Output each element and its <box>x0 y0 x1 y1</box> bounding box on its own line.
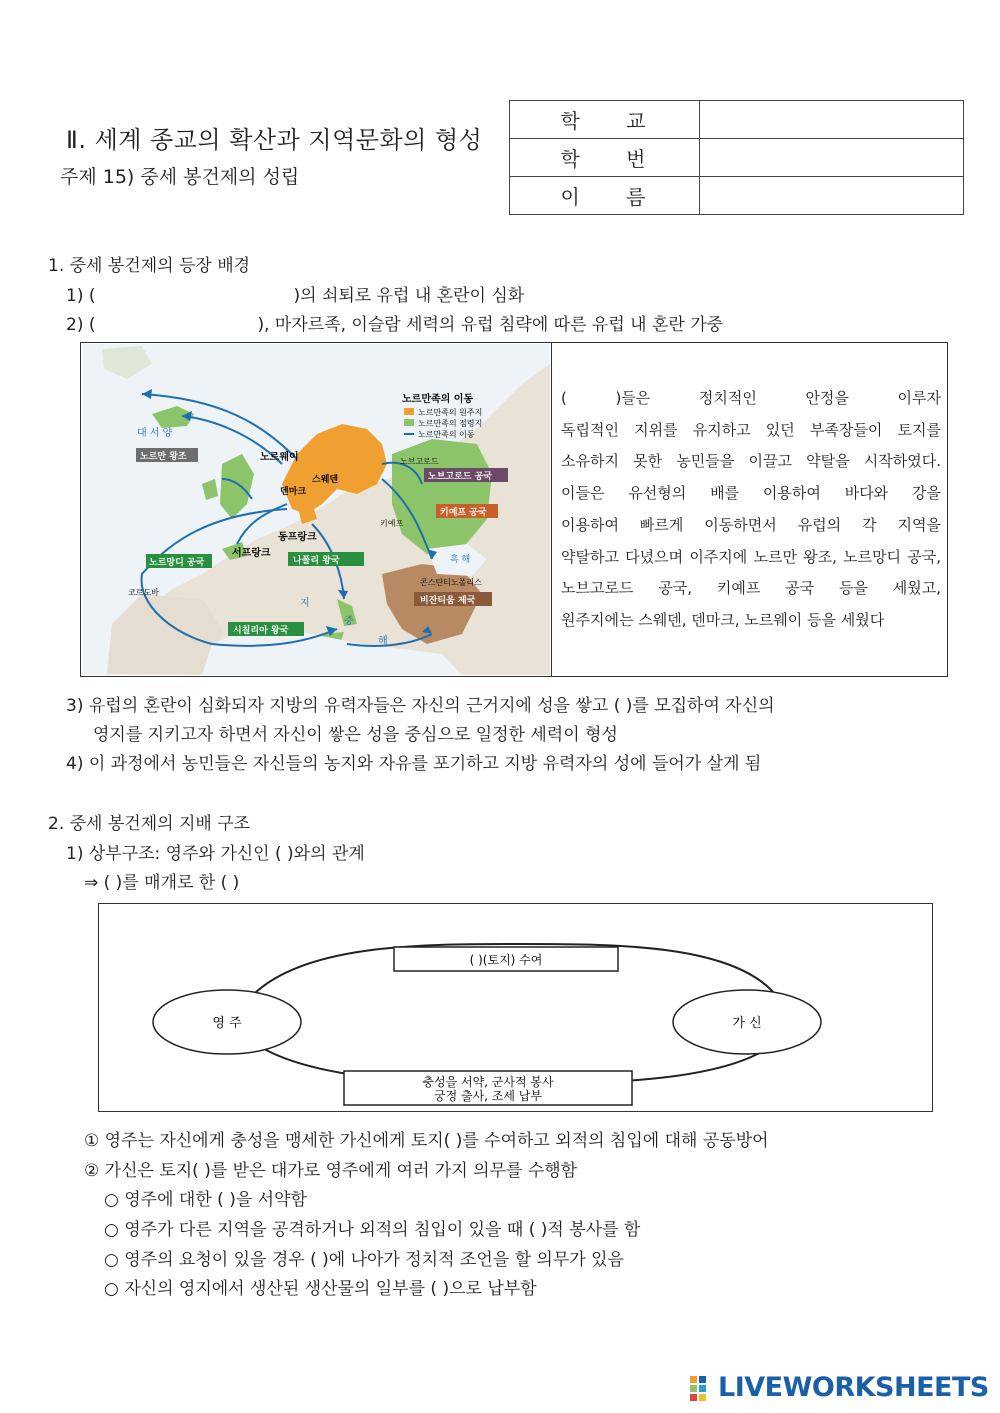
legend-swatch-occupied <box>404 419 414 426</box>
map-label-kiev: 키예프 공국 <box>440 508 487 518</box>
diagram-illustration <box>99 904 932 1111</box>
description-line: 이용하여 빠르게 이동하면서 유럽의 각 지역을 <box>561 515 941 534</box>
map-label-novgorod: 노브고로드 공국 <box>428 472 492 482</box>
diagram-top-box: ( )(토지) 수여 <box>469 953 543 967</box>
norman-description <box>561 383 941 637</box>
info-label: 이 름 <box>510 177 700 215</box>
map-label-atlantic: 대 서 양 <box>137 428 173 439</box>
info-row-school <box>510 101 964 139</box>
info-row-name <box>510 177 964 215</box>
legend-swatch-homeland <box>404 408 414 415</box>
description-line: 소유하지 못한 농민들을 이끌고 약탈을 시작하였다. <box>561 452 941 471</box>
map-label-cordoba: 코르도바 <box>128 588 159 597</box>
section2-item1: 1) 상부구조: 영주와 가신인 ( )와의 관계 <box>66 844 365 864</box>
map-illustration <box>82 344 550 675</box>
student-info-table <box>509 100 964 215</box>
section1-item3-line1: 3) 유럽의 혼란이 심화되자 지방의 유력자들은 자신의 근거지에 성을 쌓고 ( )를 모집하여 자신의 <box>66 696 775 716</box>
section2-point1: ① 영주는 자신에게 충성을 맹세한 가신에게 토지( )를 수여하고 외적의 침입에 대해 공동방어 <box>84 1131 769 1151</box>
page-title: Ⅱ. 세계 종교의 확산과 지역문화의 형성 <box>66 126 483 154</box>
item-text: 1) ( <box>66 286 96 306</box>
item-text: )의 쇠퇴로 유럽 내 혼란이 심화 <box>293 286 525 306</box>
info-row-student-number <box>510 139 964 177</box>
feudal-relationship-diagram <box>98 903 933 1112</box>
map-label-sweden: 스웨덴 <box>312 475 339 485</box>
section2-bullet3: ○ 영주의 요청이 있을 경우 ( )에 나아가 정치적 조언을 할 의무가 있음 <box>104 1250 624 1270</box>
logo-icon <box>690 1374 716 1402</box>
section2-bullet2: ○ 영주가 다른 지역을 공격하거나 외적의 침입이 있을 때 ( )적 봉사를 함 <box>104 1220 641 1240</box>
diagram-bottom-line2: 궁정 출사, 조세 납부 <box>434 1089 542 1103</box>
section1-item4: 4) 이 과정에서 농민들은 자신들의 농지와 자유를 포기하고 지방 유력자의 성에 들어가 살게 됨 <box>66 754 762 774</box>
map-label-sicily: 시칠리아 왕국 <box>233 626 289 636</box>
figure-divider <box>551 343 552 676</box>
map-label-med-1: 지 <box>300 598 310 609</box>
map-label-normandy: 노르망디 공국 <box>149 558 205 568</box>
map-label-norman-kingdom: 노르만 왕조 <box>140 452 187 462</box>
map-label-east-francia: 동프랑크 <box>278 532 317 543</box>
norman-migration-map <box>82 344 550 675</box>
legend-label-homeland: 노르만족의 원주지 <box>418 408 483 417</box>
item-text: ), 마자르족, 이슬람 세력의 유럽 침략에 따른 유럽 내 혼란 가중 <box>257 315 724 335</box>
map-label-black-sea: 흑 해 <box>450 555 471 565</box>
description-line: 노브고로드 공국, 키예프 공국 등을 세웠고, <box>561 579 941 598</box>
legend-label-occupied: 노르만족의 점령지 <box>418 419 483 428</box>
map-label-med-2: 중 <box>344 616 354 627</box>
section2-bullet1: ○ 영주에 대한 ( )을 서약함 <box>104 1190 307 1210</box>
section1-item1 <box>66 281 524 306</box>
description-line: ( )들은 정치적인 안정을 이루자 <box>561 389 941 407</box>
section1-item2 <box>66 310 723 335</box>
map-label-constantinople: 콘스탄티노폴리스 <box>420 578 482 587</box>
description-line: 이들은 유선형의 배를 이용하여 바다와 강을 <box>561 484 941 503</box>
map-label-novgorod-city: 노브고로드 <box>400 457 439 466</box>
map-label-west-francia: 서프랑크 <box>232 548 271 559</box>
section2-item1-arrow: ⇒ ( )를 매개로 한 ( ) <box>84 873 240 893</box>
info-value-field[interactable] <box>700 101 964 139</box>
description-line: 원주지에는 스웨덴, 덴마크, 노르웨이 등을 세웠다 <box>561 610 885 629</box>
section2-bullet4: ○ 자신의 영지에서 생산된 생산물의 일부를 ( )으로 납부함 <box>104 1279 537 1299</box>
map-label-naples: 나폴리 왕국 <box>293 556 340 566</box>
map-label-denmark: 덴마크 <box>280 487 307 497</box>
section2-heading: 2. 중세 봉건제의 지배 구조 <box>48 814 251 834</box>
map-label-kiev-city: 키예프 <box>380 519 404 528</box>
section1-heading: 1. 중세 봉건제의 등장 배경 <box>48 256 251 276</box>
diagram-vassal: 가 신 <box>732 1016 762 1031</box>
item-text: 2) ( <box>66 315 96 335</box>
section2-point2: ② 가신은 토지( )를 받은 대가로 영주에게 여러 가지 의무를 수행함 <box>84 1161 578 1181</box>
map-legend-title: 노르만족의 이동 <box>402 394 474 405</box>
map-label-norway: 노르웨이 <box>260 452 299 463</box>
info-label: 학 번 <box>510 139 700 177</box>
section1-item3-line2: 영지를 지키고자 하면서 자신이 쌓은 성을 중심으로 일정한 세력이 형성 <box>93 725 618 745</box>
map-label-med-3: 해 <box>378 636 388 647</box>
info-label: 학 교 <box>510 101 700 139</box>
page-subtitle: 주제 15) 중세 봉건제의 성립 <box>60 166 300 188</box>
info-value-field[interactable] <box>700 177 964 215</box>
legend-label-migration: 노르만족의 이동 <box>418 430 475 439</box>
norman-migration-figure <box>80 342 948 677</box>
logo-text: LIVEWORKSHEETS <box>718 1372 989 1403</box>
diagram-lord: 영 주 <box>212 1016 242 1031</box>
map-label-byzantine: 비잔티움 제국 <box>420 596 476 606</box>
info-value-field[interactable] <box>700 139 964 177</box>
description-line: 독립적인 지위를 유지하고 있던 부족장들이 토지를 <box>561 420 941 439</box>
description-line: 약탈하고 다녔으며 이주지에 노르만 왕조, 노르망디 공국, <box>561 547 941 566</box>
diagram-bottom-line1: 충성을 서약, 군사적 봉사 <box>422 1075 554 1089</box>
